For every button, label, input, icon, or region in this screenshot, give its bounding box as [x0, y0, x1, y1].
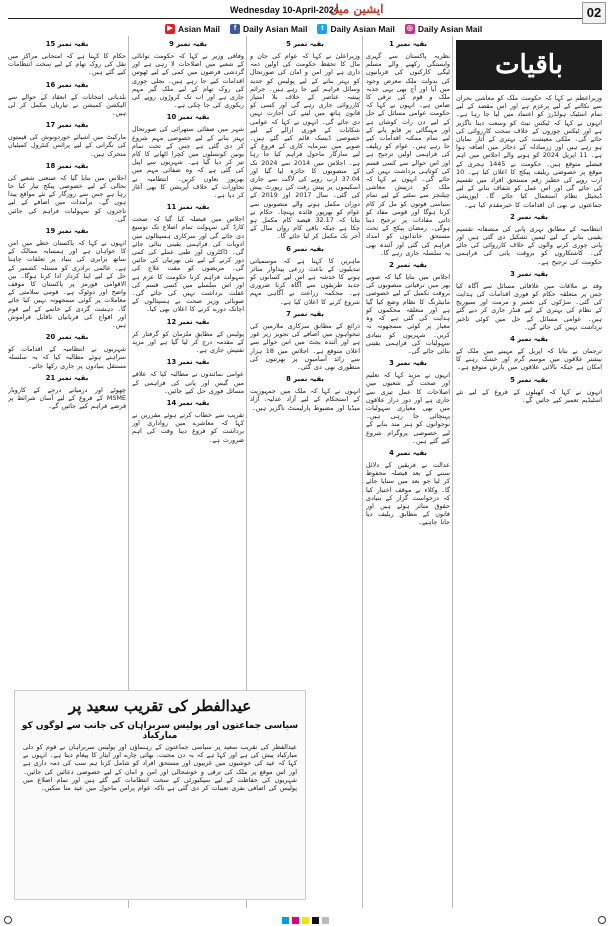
article-text: نظریہ پاکستان سے گہری وابستگی رکھنے والے مسلم لیگی کارکنوں کی قربانیوں کی بدولت ملک معرض وجود میں آیا اور آج بھی یہی جذبہ ملک و قوم کی ترقی کا ضامن ہے۔ انہوں نے کہا کہ حکومت عوامی مسائل کے حل کے لیے دن رات کوشاں ہے اور مہنگائی پر قابو پانے کے لیے تمام ممکنہ اقدامات کیے جا رہے ہیں۔ عوام کو ریلیف کی فراہمی اولین ترجیح ہے اور اس حوالے سے کسی قسم کی کوتاہی برداشت نہیں کی جائے گی۔ انہوں نے کہا کہ ملک کو درپیش معاشی چیلنجز سے نمٹنے کے لیے تمام سیاسی قوتوں کو مل کر کام کرنا ہوگا اور قومی مفاد کو ذاتی مفادات پر ترجیح دینا ہوگی۔ رمضان پیکج کے تحت مستحق خاندانوں کو امداد فراہم کی گئی اور آئندہ بھی یہ سلسلہ جاری رہے گا۔: [366, 52, 450, 257]
facebook-icon: f: [230, 24, 240, 34]
continuation-heading: بقیہ نمبر 5: [286, 40, 324, 48]
social-label: Asian Mail: [178, 24, 221, 34]
continuation-heading: بقیہ نمبر 10: [166, 113, 210, 122]
continuation-heading: بقیہ نمبر 13: [166, 358, 210, 367]
article-text: بلدیاتی انتخابات کے انعقاد کے حوالے سے الیکشن کمیشن نے تیاریاں مکمل کر لی ہیں۔: [8, 92, 126, 118]
article-text: تقریب سے خطاب کرتے ہوئے مقررین نے کہا کہ معاشرے میں رواداری اور برداشت کو فروغ دینا وقت کی اہم ضرورت ہے۔: [132, 410, 244, 444]
color-swatches: [282, 917, 329, 924]
continuation-heading: بقیہ نمبر 4: [389, 448, 427, 457]
article-text: انہوں نے مزید کہا کہ تعلیم اور صحت کے شعبوں میں اصلاحات کا عمل تیزی سے جاری ہے اور دور دراز علاقوں میں بھی معیاری سہولیات پہنچائی جا رہی ہیں۔ نوجوانوں کو ہنر مند بنانے کے لیے خصوصی پروگرام شروع کیے گئے ہیں۔: [366, 371, 450, 445]
advert-body: عیدالفطر کی تقریب سعید پر سیاسی جماعتوں کے رہنماؤں اور پولیس سربراہان نے قوم کو دلی مبارکباد پیش کی ہے اور کہا ہے کہ یہ دن محبت، بھائی چارے اور ایثار کا پیغام دیتا ہے۔ انہوں نے کہا کہ عید کی خوشیوں میں غریبوں اور مستحق افراد کو شامل کرنا ہم سب کی ذمہ داری ہے اور اس موقع پر ملک کی ترقی و خوشحالی اور امن و امان کے لیے خصوصی دعائیں کی جائیں۔ شہریوں کی حفاظت کے لیے سیکیورٹی کے سخت انتظامات کیے گئے ہیں اور تمام اضلاع میں پولیس کی اضافی نفری تعینات کر دی گئی ہے تاکہ عوام پرامن ماحول میں عید منا سکیں۔: [23, 743, 297, 793]
article-text: وفد نے ملاقات میں علاقائی مسائل سے آگاہ کیا جس پر متعلقہ حکام کو فوری اقدامات کی ہدایت کی گئی۔ سڑکوں کی تعمیر و مرمت اور سیوریج کے نظام کی بہتری کے لیے فنڈز جاری کر دیے گئے ہیں۔ عوامی مسائل کے حل میں کوئی تاخیر برداشت نہیں کی جائے گی۔: [456, 281, 602, 331]
article-text: شہر میں صفائی ستھرائی کی صورتحال بہتر بنانے کے لیے خصوصی مہم شروع کر دی گئی ہے جس کے تحت تمام یونین کونسلوں میں کچرا اٹھانے کا کام تیز کر دیا گیا ہے۔ شہریوں سے اپیل کی گئی ہے کہ وہ صفائی مہم میں بھرپور تعاون کریں۔ انتظامیہ نے تجاوزات کے خلاف آپریشن کا بھی آغاز کر دیا ہے۔: [132, 125, 244, 200]
print-registration-bar: [0, 914, 610, 926]
continuation-heading: بقیہ نمبر 17: [45, 121, 89, 130]
article-text: وزیراعلیٰ نے کہا کہ عوام کی جان و مال کا تحفظ حکومت کی اولین ذمہ داری ہے اور امن و امان کی صورتحال کو بہتر بنانے کے لیے پولیس کو جدید وسائل فراہم کیے جا رہے ہیں۔ جرائم پیشہ عناصر کے خلاف بلا امتیاز کارروائی جاری رہے گی اور کسی کو قانون ہاتھ میں لینے کی اجازت نہیں دی جائے گی۔ انہوں نے کہا کہ عوامی شکایات کے فوری ازالے کے لیے خصوصی ڈیسک قائم کیے گئے ہیں۔ صوبے میں سرمایہ کاری کے فروغ کے لیے سازگار ماحول فراہم کیا جا رہا ہے۔ اجلاس میں 2014 سے 2024 تک کے منصوبوں کا جائزہ لیا گیا اور 37.04 ارب روپے کی لاگت سے جاری اسکیموں پر پیش رفت کی رپورٹ پیش کی گئی۔ سال 2017 اور 2019 کے دوران مکمل ہونے والے منصوبوں سے عوام کو بھرپور فائدہ پہنچا۔ حکام نے بتایا کہ 32.17 فیصد کام مکمل ہو چکا ہے جبکہ باقی کام رواں سال کے آخر تک مکمل کر لیا جائے گا۔: [250, 52, 360, 241]
continuation-heading: بقیہ نمبر 9: [169, 40, 207, 48]
article-text: انتظامیہ کے مطابق نہری پانی کی منصفانہ تقسیم یقینی بنانے کے لیے ٹیمیں تشکیل دی گئی ہیں اور پانی چوری کرنے والوں کے خلاف کارروائی کی جائے گی۔ کاشتکاروں کو بروقت پانی کی فراہمی حکومت کی ترجیح ہے۔: [456, 224, 602, 266]
article-text: شہریوں نے انتظامیہ کے اقدامات کو سراہتے ہوئے مطالبہ کیا کہ یہ سلسلہ مستقل بنیادوں پر جاری رکھا جائے۔: [8, 345, 126, 370]
column-center-right: [366, 36, 450, 908]
article-text: چھوٹے اور درمیانے درجے کے کاروبار MSME کے فروغ کے لیے آسان شرائط پر قرضے فراہم کیے جائیں گے۔: [8, 385, 126, 411]
article-text: وزیراعظم نے کہا کہ حکومت ملک کو معاشی بحران سے نکالنے کے لیے پرعزم ہے اور اس مقصد کے لیے تمام اسٹیک ہولڈرز کو اعتماد میں لیا جا رہا ہے۔ انہوں نے کہا کہ ٹیکس نیٹ کو وسعت دینا ناگزیر ہے اور ٹیکس چوروں کے خلاف سخت کارروائی کی جائے گی۔ ملکی معیشت کی بہتری کے آثار نمایاں ہو رہے ہیں اور زرمبادلہ کے ذخائر میں اضافہ ہوا ہے۔ 11 اپریل 2024 کو ہونے والے اجلاس میں اہم فیصلے متوقع ہیں۔ حکومت نے 1445 ہجری کے موقع پر خصوصی ریلیف پیکج کا اعلان کیا ہے۔ 10 ارب روپے کی خطیر رقم مستحق افراد میں تقسیم کی جائے گی اور اس عمل کو شفاف بنانے کے لیے ڈیجیٹل نظام استعمال کیا جائے گا۔ اپوزیشن جماعتوں نے بھی ان اقدامات کا خیرمقدم کیا ہے۔: [456, 94, 602, 209]
continuation-heading: بقیہ نمبر 4: [510, 335, 548, 344]
registration-mark-icon: [4, 916, 12, 924]
color-swatch: [302, 917, 309, 924]
continuation-heading: بقیہ نمبر 6: [286, 244, 324, 253]
continuation-heading: بقیہ نمبر 20: [45, 333, 89, 342]
social-links: [165, 22, 482, 36]
article-text: ترجمان نے بتایا کہ اپریل کے مہینے میں ملک کے بیشتر علاقوں میں موسم گرم اور خشک رہنے کا امکان ہے جبکہ بالائی علاقوں میں بارش متوقع ہے۔: [456, 347, 602, 372]
instagram-icon: ◎: [406, 25, 413, 32]
continuation-heading: بقیہ نمبر 2: [510, 212, 548, 221]
page-number: 02: [582, 2, 606, 24]
article-text: پولیس کے مطابق ملزمان کو گرفتار کر کے مقدمہ درج کر لیا گیا ہے اور مزید تفتیش جاری ہے۔: [132, 329, 244, 355]
article-text: ماہرین کا کہنا ہے کہ موسمیاتی تبدیلیوں کے باعث زرعی پیداوار متاثر ہونے کا خدشہ ہے اس لیے کسانوں کو جدید طریقوں سے آگاہ کرنا ضروری ہے۔ محکمہ زراعت نے آگاہی مہم شروع کرنے کا اعلان کیا ہے۔: [250, 256, 360, 306]
article-text: عوامی نمائندوں نے مطالبہ کیا کہ علاقے میں گیس اور پانی کی فراہمی کے مسائل فوری حل کیے جائیں۔: [132, 370, 244, 395]
continuation-heading: بقیہ نمبر 5: [510, 375, 548, 384]
color-swatch: [322, 917, 329, 924]
continuation-heading: بقیہ نمبر 2: [389, 261, 427, 270]
youtube-icon: ▶: [165, 24, 175, 34]
section-title-box: [456, 40, 602, 90]
social-label: Daily Asian Mail: [330, 24, 395, 34]
eid-greeting-advert: [14, 690, 306, 900]
continuation-heading: بقیہ نمبر 11: [166, 203, 210, 212]
continuation-heading: بقیہ نمبر 19: [45, 227, 89, 236]
article-text: انہوں نے کہا کہ پاکستان خطے میں امن کا خواہاں ہے اور ہمسایہ ممالک کے ساتھ برابری کی بنیاد پر تعلقات چاہتا ہے۔ عالمی برادری کو مسئلہ کشمیر کے حل کے لیے اپنا کردار ادا کرنا ہوگا۔ بین الاقوامی فورمز پر پاکستان کا موقف واضح اور دوٹوک ہے۔ قومی سلامتی کے معاملات پر کوئی سمجھوتہ نہیں کیا جائے گا۔ دہشت گردی کے خاتمے کے لیے قوم اور افواج کی قربانیاں ناقابل فراموش ہیں۔: [8, 239, 126, 330]
section-title: باقیات: [495, 50, 563, 80]
continuation-heading: بقیہ نمبر 7: [286, 309, 324, 318]
continuation-heading: بقیہ نمبر 1: [389, 40, 427, 48]
registration-mark-icon: [598, 916, 606, 924]
continuation-heading: بقیہ نمبر 16: [45, 80, 89, 89]
column-center-left: [132, 36, 244, 684]
column-left: [8, 36, 126, 684]
masthead-logo: ایشین میل: [330, 2, 384, 16]
article-text: اجلاس میں بتایا گیا کہ صنعتی شعبے کی بحالی کے لیے خصوصی پیکج تیار کیا جا رہا ہے جس سے روزگار کے نئے مواقع پیدا ہوں گے۔ برآمدات میں اضافے کے لیے تاجروں کو سہولیات فراہم کی جائیں گی۔: [8, 173, 126, 223]
social-label: Daily Asian Mail: [243, 24, 308, 34]
continuation-heading: بقیہ نمبر 3: [510, 269, 548, 278]
advert-subtitle: سیاسی جماعتوں اور پولیس سربراہان کی جانب سے لوگوں کو مبارکباد: [21, 721, 299, 741]
article-text: انہوں نے کہا کہ ملک میں جمہوریت کے استحکام کے لیے آزاد عدلیہ، آزاد میڈیا اور مضبوط پارلیمنٹ ناگزیر ہیں۔: [250, 387, 360, 412]
social-youtube[interactable]: [165, 24, 220, 34]
color-swatch: [282, 917, 289, 924]
issue-date: Wednesday 10-April-2024: [230, 5, 339, 15]
article-text: اجلاس میں بتایا گیا کہ صوبے بھر میں ترقیاتی منصوبوں کی بروقت تکمیل کے لیے خصوصی مانیٹرنگ کا نظام وضع کیا گیا ہے اور متعلقہ محکموں کو ہدایت کی گئی ہے کہ وہ معیار پر کوئی سمجھوتہ نہ کریں۔ شہریوں کو بنیادی سہولیات کی فراہمی یقینی بنائی جائے گی۔: [366, 273, 450, 355]
article-text: مارکیٹ میں اشیائے خوردونوش کی قیمتوں کی نگرانی کے لیے پرائس کنٹرول کمیٹیاں متحرک ہیں۔: [8, 133, 126, 158]
column-divider: [452, 36, 453, 908]
continuation-heading: بقیہ نمبر 3: [389, 359, 427, 368]
twitter-icon: t: [317, 24, 327, 34]
continuation-heading: بقیہ نمبر 12: [166, 317, 210, 326]
continuation-heading: بقیہ نمبر 15: [45, 40, 89, 48]
article-text: انہوں نے کہا کہ کھیلوں کے فروغ کے لیے نئے اسٹیڈیم تعمیر کیے جائیں گے۔: [456, 387, 602, 404]
advert-title: عیدالفطر کی تقریب سعید پر: [68, 697, 252, 715]
article-text: ذرائع کے مطابق سرکاری ملازمین کی تنخواہوں میں اضافے کی تجویز زیر غور ہے اور آئندہ بجٹ میں اس حوالے سے اعلان متوقع ہے۔ اجلاس میں 18 ہزار سے زائد آسامیوں پر بھرتیوں کی منظوری بھی دی گئی۔: [250, 321, 360, 371]
column-divider: [362, 36, 363, 908]
continuation-heading: بقیہ نمبر 18: [45, 161, 89, 170]
social-instagram[interactable]: [405, 24, 482, 34]
header-rule: [8, 18, 602, 19]
continuation-heading: بقیہ نمبر 8: [286, 375, 324, 384]
article-text: اجلاس میں فیصلہ کیا گیا کہ صحت کارڈ کی سہولت تمام اضلاع تک توسیع دی جائے گی اور سرکاری ہسپتالوں میں ادویات کی فراہمی یقینی بنائی جائے گی۔ ڈاکٹروں اور طبی عملے کی کمی دور کرنے کے لیے نئی بھرتیاں کی جائیں گی۔ مریضوں کو مفت علاج کی سہولت فراہم کرنا حکومت کا عزم ہے اور اس سلسلے میں کسی قسم کی غفلت برداشت نہیں کی جائے گی۔ صوبائی وزیر صحت نے ہسپتالوں کے اچانک دورے کرنے کا اعلان بھی کیا۔: [132, 215, 244, 314]
column-right: [456, 94, 602, 908]
continuation-heading: بقیہ نمبر 21: [45, 373, 89, 382]
article-text: وفاقی وزیر نے کہا کہ حکومت توانائی کے شعبے میں اصلاحات لا رہی ہے اور گردشی قرضوں میں کمی کے لیے ٹھوس اقدامات کیے جا رہے ہیں۔ بجلی چوری کی روک تھام کے لیے ملک گیر مہم جاری ہے اور اب تک کروڑوں روپے کی ریکوری کی جا چکی ہے۔: [132, 52, 244, 110]
social-twitter[interactable]: [317, 24, 394, 34]
social-label: Daily Asian Mail: [417, 24, 483, 34]
continuation-heading: بقیہ نمبر 14: [166, 398, 210, 407]
social-facebook[interactable]: [230, 24, 307, 34]
color-swatch: [292, 917, 299, 924]
article-text: حکام کا کہنا ہے کہ امتحانی مراکز میں نقل کی روک تھام کے لیے سخت انتظامات کیے گئے ہیں۔: [8, 52, 126, 77]
article-text: عدالت نے فریقین کے دلائل سننے کے بعد فیصلہ محفوظ کر لیا جو بعد میں سنایا جائے گا۔ وکلاء نے موقف اختیار کیا کہ درخواست گزار کے بنیادی حقوق متاثر ہوئے ہیں اور قانون کے مطابق ریلیف دیا جانا چاہیے۔: [366, 460, 450, 527]
color-swatch: [312, 917, 319, 924]
